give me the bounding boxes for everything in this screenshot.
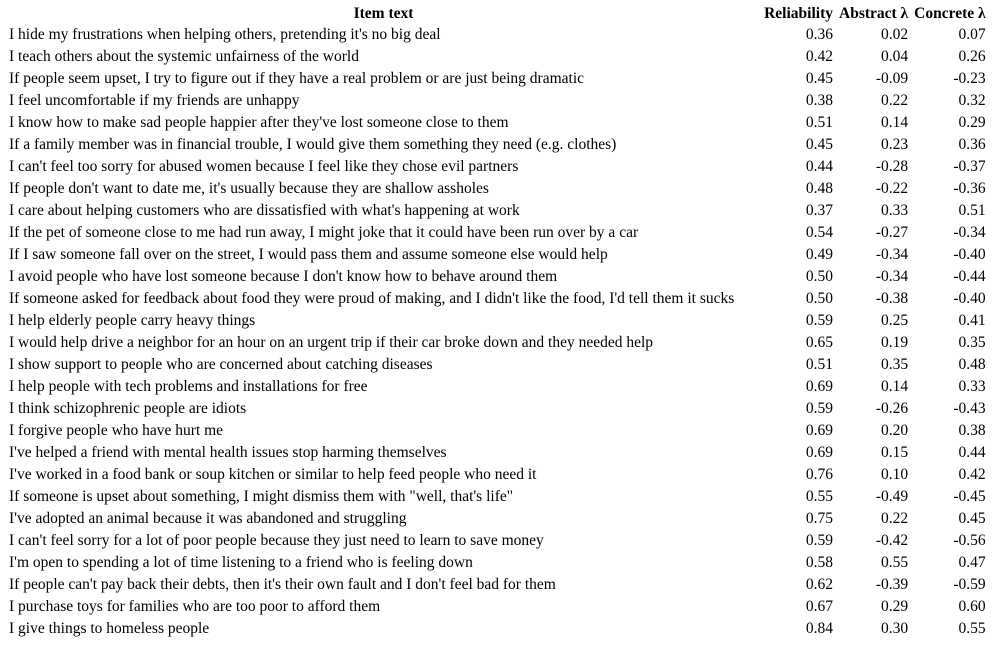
table-body — [6, 24, 989, 640]
abstract-lambda-cell: 0.30 — [881, 620, 909, 637]
reliability-cell: 0.49 — [805, 246, 833, 263]
reliability-cell: 0.36 — [805, 26, 833, 43]
concrete-lambda-cell: 0.42 — [958, 466, 986, 483]
item-text-cell: I think schizophrenic people are idiots — [9, 400, 247, 417]
concrete-lambda-cell: -0.44 — [953, 268, 986, 285]
abstract-lambda-cell: 0.10 — [881, 466, 909, 483]
abstract-lambda-cell: 0.29 — [881, 598, 909, 615]
table-row — [6, 508, 989, 530]
abstract-lambda-cell: 0.35 — [881, 356, 909, 373]
table-row — [6, 156, 989, 178]
abstract-lambda-cell: -0.27 — [875, 224, 909, 241]
item-text-cell: I know how to make sad people happier after they've lost someone close to them — [9, 114, 509, 131]
concrete-lambda-cell: 0.32 — [958, 92, 986, 109]
table-row — [6, 442, 989, 464]
table-row — [6, 112, 989, 134]
reliability-cell: 0.44 — [805, 158, 833, 175]
concrete-lambda-cell: 0.26 — [958, 48, 986, 65]
table-row — [6, 398, 989, 420]
table-row — [6, 46, 989, 68]
table-row — [6, 244, 989, 266]
concrete-lambda-cell: -0.23 — [953, 70, 986, 87]
reliability-cell: 0.69 — [805, 444, 833, 461]
item-text-cell: I purchase toys for families who are too poor to afford them — [9, 598, 381, 615]
reliability-cell: 0.59 — [805, 532, 833, 549]
concrete-lambda-cell: 0.07 — [958, 26, 986, 43]
item-text-cell: I help people with tech problems and installations for free — [9, 378, 368, 395]
reliability-cell: 0.59 — [805, 400, 833, 417]
table-row — [6, 24, 989, 46]
reliability-cell: 0.76 — [805, 466, 833, 483]
concrete-lambda-cell: 0.36 — [958, 136, 986, 153]
concrete-lambda-cell: 0.47 — [958, 554, 986, 571]
reliability-cell: 0.69 — [805, 378, 833, 395]
reliability-cell: 0.42 — [805, 48, 833, 65]
table-row — [6, 90, 989, 112]
reliability-cell: 0.54 — [805, 224, 833, 241]
abstract-lambda-cell: -0.38 — [875, 290, 909, 307]
table-row — [6, 134, 989, 156]
item-text-cell: I've helped a friend with mental health issues stop harming themselves — [9, 444, 447, 461]
abstract-lambda-cell: -0.42 — [875, 532, 909, 549]
item-text-cell: If the pet of someone close to me had run away, I might joke that it could have been run over by a car — [9, 224, 639, 241]
abstract-lambda-cell: 0.33 — [881, 202, 909, 219]
table-row — [6, 288, 989, 310]
reliability-cell: 0.37 — [805, 202, 833, 219]
table-row — [6, 178, 989, 200]
reliability-cell: 0.38 — [805, 92, 833, 109]
table-row — [6, 68, 989, 90]
item-text-cell: I can't feel sorry for a lot of poor people because they just need to learn to save money — [9, 532, 544, 549]
concrete-lambda-cell: -0.34 — [953, 224, 986, 241]
item-text-cell: I hide my frustrations when helping others, pretending it's no big deal — [9, 26, 441, 43]
reliability-cell: 0.55 — [805, 488, 833, 505]
item-text-cell: I help elderly people carry heavy things — [9, 312, 256, 329]
concrete-lambda-cell: 0.51 — [958, 202, 986, 219]
abstract-lambda-cell: 0.22 — [881, 510, 909, 527]
item-text-cell: If someone is upset about something, I might dismiss them with "well, that's life" — [9, 488, 514, 505]
header-row — [6, 3, 989, 24]
concrete-lambda-cell: 0.55 — [958, 620, 986, 637]
reliability-cell: 0.58 — [805, 554, 833, 571]
table-row — [6, 310, 989, 332]
abstract-lambda-cell: 0.14 — [881, 378, 909, 395]
abstract-lambda-cell: 0.04 — [881, 48, 909, 65]
table-row — [6, 222, 989, 244]
abstract-lambda-cell: 0.25 — [881, 312, 909, 329]
item-text-cell: If someone asked for feedback about food they were proud of making, and I didn't like the food, I'd tell them it sucks — [9, 290, 735, 307]
table-row — [6, 596, 989, 618]
item-text-cell: I forgive people who have hurt me — [9, 422, 224, 439]
reliability-cell: 0.45 — [805, 136, 833, 153]
concrete-lambda-cell: -0.43 — [953, 400, 986, 417]
abstract-lambda-cell: -0.26 — [875, 400, 909, 417]
table-row — [6, 420, 989, 442]
concrete-lambda-cell: 0.33 — [958, 378, 986, 395]
item-text-cell: I'm open to spending a lot of time listening to a friend who is feeling down — [9, 554, 473, 571]
abstract-lambda-cell: 0.20 — [881, 422, 909, 439]
reliability-cell: 0.59 — [805, 312, 833, 329]
header-reliability: Reliability — [764, 5, 833, 22]
reliability-cell: 0.51 — [805, 356, 833, 373]
abstract-lambda-cell: 0.55 — [881, 554, 909, 571]
reliability-cell: 0.62 — [805, 576, 833, 593]
item-text-cell: I've worked in a food bank or soup kitchen or similar to help feed people who need it — [9, 466, 537, 483]
reliability-cell: 0.84 — [805, 620, 833, 637]
header-abstract-lambda: Abstract λ — [839, 5, 909, 22]
abstract-lambda-cell: 0.23 — [881, 136, 909, 153]
item-text-cell: If I saw someone fall over on the street, I would pass them and assume someone else would help — [9, 246, 608, 263]
item-text-cell: If people don't want to date me, it's usually because they are shallow assholes — [9, 180, 489, 197]
concrete-lambda-cell: 0.29 — [958, 114, 986, 131]
concrete-lambda-cell: -0.40 — [953, 246, 986, 263]
abstract-lambda-cell: -0.49 — [875, 488, 909, 505]
header-concrete-lambda: Concrete λ — [914, 5, 986, 22]
table-row — [6, 530, 989, 552]
concrete-lambda-cell: 0.48 — [958, 356, 986, 373]
abstract-lambda-cell: 0.22 — [881, 92, 909, 109]
abstract-lambda-cell: -0.39 — [875, 576, 909, 593]
reliability-cell: 0.48 — [805, 180, 833, 197]
item-text-cell: I feel uncomfortable if my friends are unhappy — [9, 92, 300, 109]
item-text-cell: I avoid people who have lost someone because I don't know how to behave around them — [9, 268, 558, 285]
item-text-cell: I've adopted an animal because it was abandoned and struggling — [9, 510, 407, 527]
item-text-cell: I would help drive a neighbor for an hour on an urgent trip if their car broke down and they needed help — [9, 334, 654, 351]
item-table — [6, 3, 989, 640]
abstract-lambda-cell: -0.34 — [875, 246, 909, 263]
table-row — [6, 552, 989, 574]
reliability-cell: 0.75 — [805, 510, 833, 527]
concrete-lambda-cell: -0.45 — [953, 488, 986, 505]
concrete-lambda-cell: -0.40 — [953, 290, 986, 307]
abstract-lambda-cell: 0.02 — [881, 26, 909, 43]
concrete-lambda-cell: 0.38 — [958, 422, 986, 439]
reliability-cell: 0.51 — [805, 114, 833, 131]
item-text-cell: If a family member was in financial trouble, I would give them something they need (e.g. clothes) — [9, 136, 617, 153]
table-row — [6, 200, 989, 222]
concrete-lambda-cell: 0.60 — [958, 598, 986, 615]
concrete-lambda-cell: -0.36 — [953, 180, 986, 197]
item-text-cell: If people seem upset, I try to figure out if they have a real problem or are just being dramatic — [9, 70, 585, 87]
table-row — [6, 464, 989, 486]
header-item-text: Item text — [353, 5, 414, 22]
table-row — [6, 486, 989, 508]
table-row — [6, 618, 989, 640]
table-row — [6, 332, 989, 354]
concrete-lambda-cell: -0.59 — [953, 576, 986, 593]
concrete-lambda-cell: 0.45 — [958, 510, 986, 527]
concrete-lambda-cell: -0.37 — [953, 158, 986, 175]
table-row — [6, 354, 989, 376]
item-text-cell: I give things to homeless people — [9, 620, 210, 637]
item-text-cell: I teach others about the systemic unfairness of the world — [9, 48, 359, 65]
item-text-cell: If people can't pay back their debts, then it's their own fault and I don't feel bad for them — [9, 576, 556, 593]
table-row — [6, 574, 989, 596]
reliability-cell: 0.69 — [805, 422, 833, 439]
item-text-cell: I care about helping customers who are dissatisfied with what's happening at work — [9, 202, 520, 219]
reliability-cell: 0.50 — [805, 290, 833, 307]
abstract-lambda-cell: -0.34 — [875, 268, 909, 285]
concrete-lambda-cell: -0.56 — [953, 532, 986, 549]
concrete-lambda-cell: 0.44 — [958, 444, 986, 461]
abstract-lambda-cell: 0.14 — [881, 114, 909, 131]
table-row — [6, 376, 989, 398]
abstract-lambda-cell: 0.19 — [881, 334, 909, 351]
abstract-lambda-cell: -0.28 — [875, 158, 909, 175]
item-text-cell: I show support to people who are concerned about catching diseases — [9, 356, 433, 373]
item-text-cell: I can't feel too sorry for abused women because I feel like they chose evil partners — [9, 158, 519, 175]
reliability-cell: 0.45 — [805, 70, 833, 87]
reliability-cell: 0.50 — [805, 268, 833, 285]
table-row — [6, 266, 989, 288]
abstract-lambda-cell: 0.15 — [881, 444, 909, 461]
abstract-lambda-cell: -0.09 — [875, 70, 909, 87]
abstract-lambda-cell: -0.22 — [875, 180, 909, 197]
concrete-lambda-cell: 0.35 — [958, 334, 986, 351]
reliability-cell: 0.67 — [805, 598, 833, 615]
concrete-lambda-cell: 0.41 — [958, 312, 986, 329]
reliability-cell: 0.65 — [805, 334, 833, 351]
